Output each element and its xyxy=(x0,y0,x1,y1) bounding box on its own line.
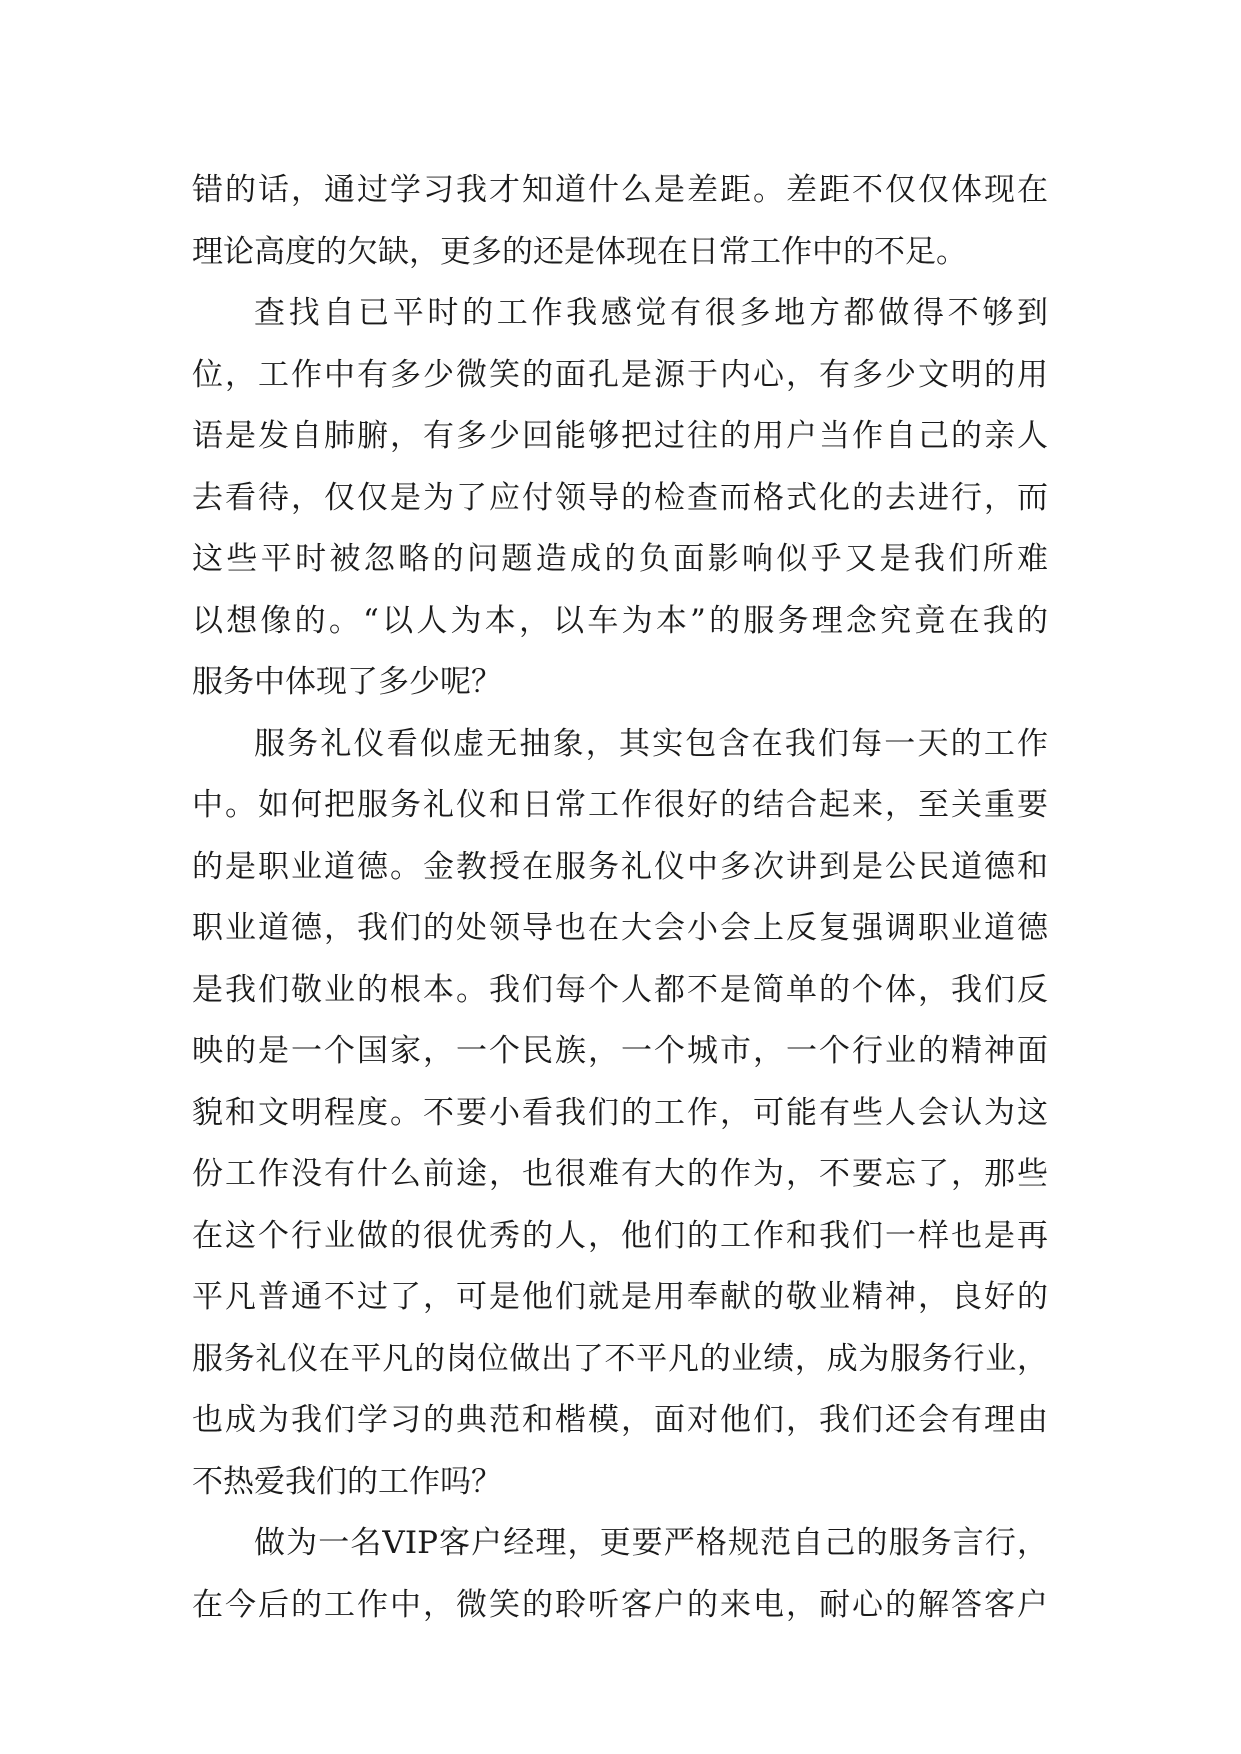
text-line: 查找自已平时的工作我感觉有很多地方都做得不够到 xyxy=(254,295,1048,331)
text-line: 服务中体现了多少呢？ xyxy=(192,664,502,700)
text-line: 服务礼仪在平凡的岗位做出了不平凡的业绩，成为服务行业， xyxy=(192,1340,1048,1377)
text-line: 是我们敬业的根本。我们每个人都不是简单的个体，我们反 xyxy=(192,971,1048,1008)
text-line: 服务礼仪看似虚无抽象，其实包含在我们每一天的工作 xyxy=(254,725,1048,762)
text-line: 在这个行业做的很优秀的人，他们的工作和我们一样也是再 xyxy=(192,1217,1048,1254)
text-line: 不热爱我们的工作吗？ xyxy=(192,1463,502,1500)
text-line: 份工作没有什么前途，也很难有大的作为，不要忘了，那些 xyxy=(192,1156,1048,1192)
text-line: 也成为我们学习的典范和楷模，面对他们，我们还会有理由 xyxy=(192,1402,1048,1438)
text-line: 这些平时被忽略的问题造成的负面影响似乎又是我们所难 xyxy=(192,541,1048,577)
text-line: 的是职业道德。金教授在服务礼仪中多次讲到是公民道德和 xyxy=(192,848,1048,885)
body-text xyxy=(192,160,1048,1636)
text-line: 语是发自肺腑，有多少回能够把过往的用户当作自己的亲人 xyxy=(192,418,1048,454)
text-line: 平凡普通不过了，可是他们就是用奉献的敬业精神，良好的 xyxy=(192,1279,1048,1315)
text-line: 以想像的。“以人为本，以车为本”的服务理念究竟在我的 xyxy=(192,602,1048,639)
text-line: 映的是一个国家，一个民族，一个城市，一个行业的精神面 xyxy=(192,1033,1048,1069)
text-line: 去看待，仅仅是为了应付领导的检查而格式化的去进行，而 xyxy=(192,479,1048,516)
text-line: 位，工作中有多少微笑的面孔是源于内心，有多少文明的用 xyxy=(192,356,1048,393)
text-line: 错的话，通过学习我才知道什么是差距。差距不仅仅体现在 xyxy=(192,172,1048,208)
text-line: 理论高度的欠缺，更多的还是体现在日常工作中的不足。 xyxy=(192,233,967,270)
text-line: 在今后的工作中，微笑的聆听客户的来电，耐心的解答客户 xyxy=(192,1586,1048,1623)
text-line: 职业道德，我们的处领导也在大会小会上反复强调职业道德 xyxy=(192,910,1048,946)
text-line: 做为一名VIP客户经理，更要严格规范自己的服务言行， xyxy=(254,1525,1048,1561)
text-line: 中。如何把服务礼仪和日常工作很好的结合起来，至关重要 xyxy=(192,787,1048,823)
text-line: 貌和文明程度。不要小看我们的工作，可能有些人会认为这 xyxy=(192,1094,1048,1131)
